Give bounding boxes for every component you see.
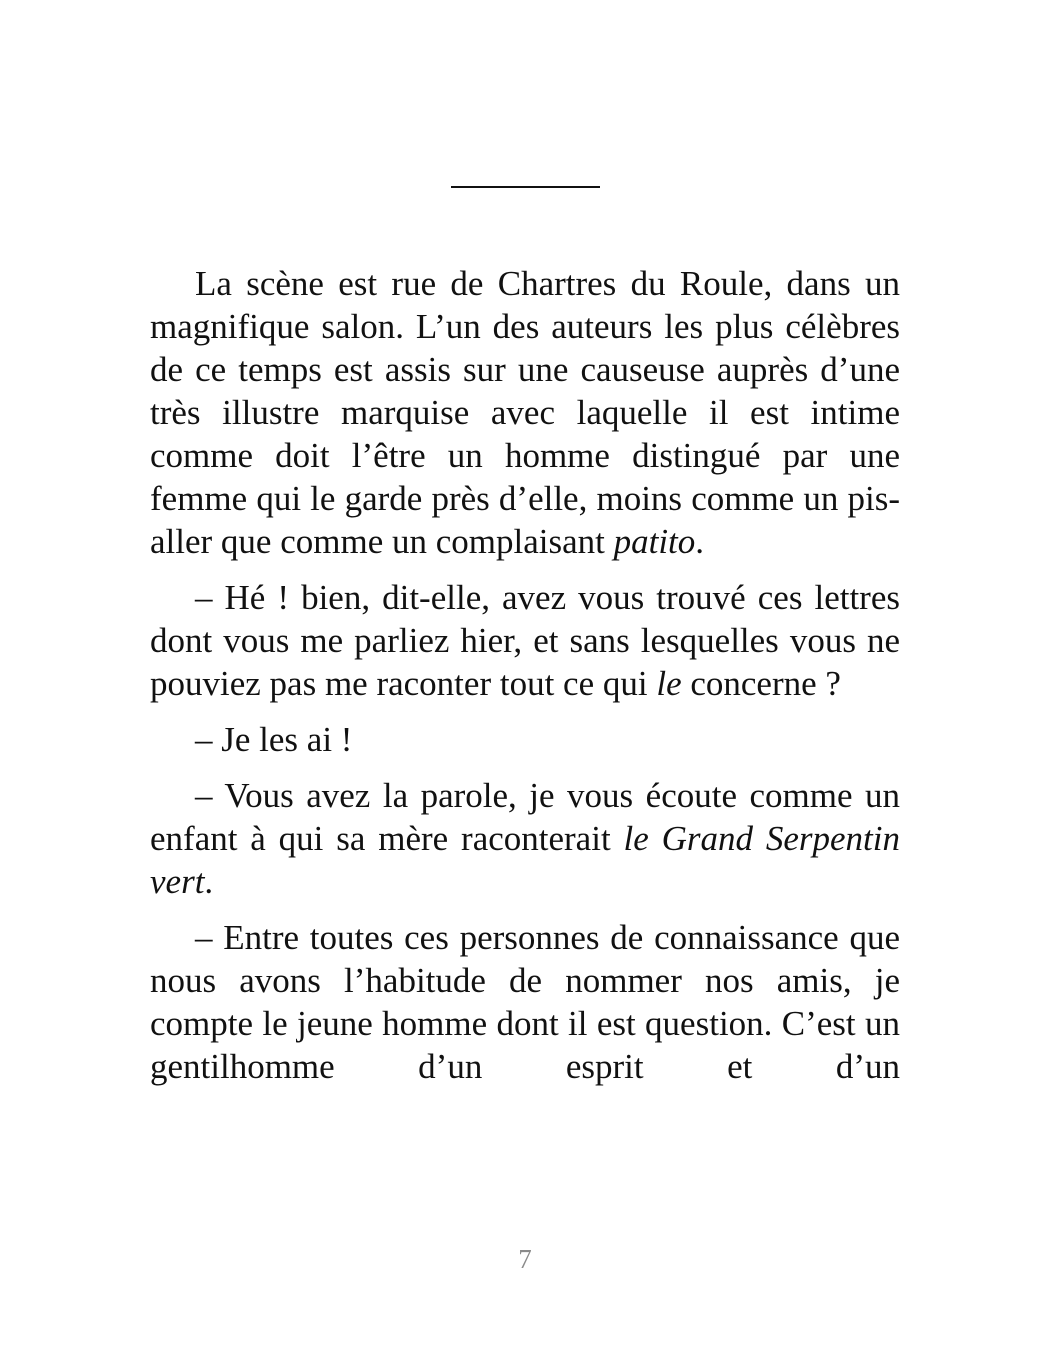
paragraph-dialogue-1 [150,576,900,705]
paragraph-dialogue-2 [150,718,900,761]
page-number: 7 [518,1244,532,1274]
paragraph-text: – Je les ai ! [195,720,353,759]
paragraph-scene [150,262,900,563]
paragraph-text: – Hé ! bien, dit-elle, avez vous trouvé ces lettres dont vous me parliez hier, et sans lesquelles vous ne pouviez pas me raconter tout ce qui [150,578,900,703]
body-text [150,262,900,1101]
paragraph-text: – Vous avez la parole, je vous écoute comme un enfant à qui sa mère raconterait [150,776,900,858]
section-separator [451,186,600,188]
paragraph-text: . [204,862,214,901]
italic-text: le Grand Serpentin vert [150,819,901,901]
paragraph-text: La scène est rue de Chartres du Roule, dans un magnifique salon. L’un des auteurs les plus célèbres de ce temps est assis sur une causeuse auprès d’une très illustre marquise avec laquelle il est intime comme doit l’être un homme distingué par une femme qui le garde près d’elle, moins comme un pis-aller que comme un complaisant [150,264,900,561]
paragraph-text: concerne ? [681,664,841,703]
paragraph-text: . [695,522,705,561]
paragraph-text: – Entre toutes ces personnes de connaissance que nous avons l’habitude de nommer nos amis, je compte le jeune homme dont il est question. C’est un gentilhomme d’un esprit et d’un [150,918,900,1086]
italic-text: le [656,664,682,703]
paragraph-dialogue-3 [150,774,900,903]
italic-text: patito [613,522,696,561]
paragraph-dialogue-4 [150,916,900,1088]
